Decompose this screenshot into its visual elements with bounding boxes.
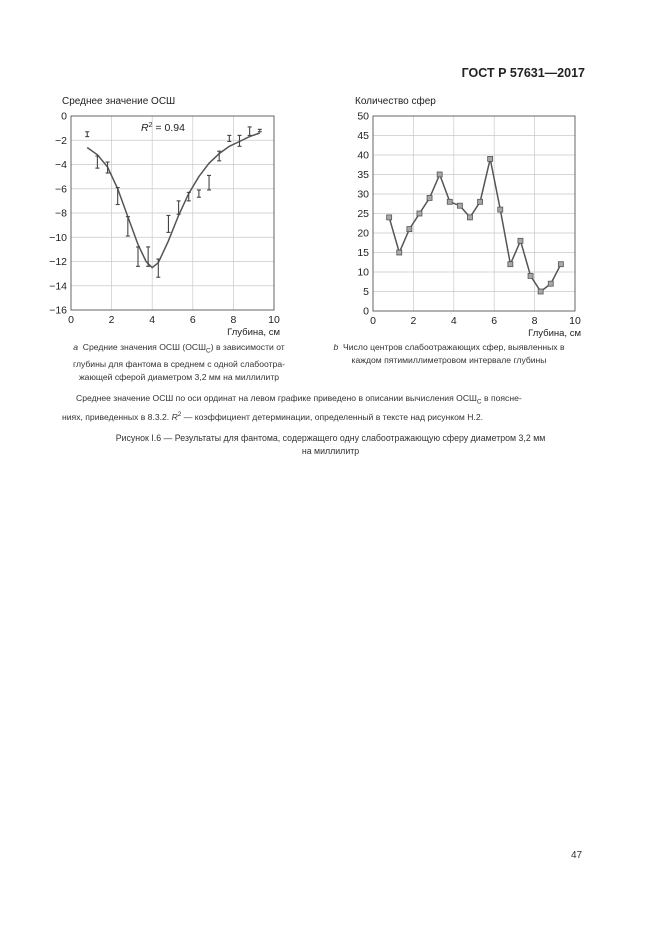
data-point (548, 281, 553, 286)
left-chart-caption (52, 341, 306, 383)
y-tick-label: −8 (55, 207, 67, 220)
data-point (518, 238, 523, 243)
document-id: ГОСТ Р 57631—2017 (461, 66, 585, 80)
left-chart (0, 0, 330, 345)
y-tick-label: 0 (363, 305, 369, 318)
r-symbol: R (141, 122, 149, 134)
right-chart-ylabel: Количество сфер (355, 96, 436, 107)
note-line2-start: ниях, приведенных в 8.3.2. (62, 412, 172, 423)
y-tick-label: −4 (55, 159, 67, 171)
data-point (498, 207, 503, 212)
data-point (488, 156, 493, 161)
y-tick-label: 5 (363, 286, 369, 298)
y-tick-label: −16 (49, 304, 67, 317)
y-tick-label: 40 (357, 149, 369, 162)
y-tick-label: 45 (357, 130, 369, 142)
data-point (417, 211, 422, 216)
caption-b-line1: Число центров слабоотражающих сфер, выявленных в (343, 342, 565, 352)
y-tick-label: 10 (357, 266, 369, 279)
figure-caption-line2: на миллилитр (301, 445, 360, 456)
x-tick-label: 0 (68, 314, 74, 326)
y-tick-label: 25 (357, 208, 369, 220)
x-tick-label: 8 (531, 315, 538, 327)
y-tick-label: −12 (49, 256, 67, 268)
y-tick-label: −2 (55, 134, 67, 147)
right-chart-caption (308, 341, 590, 366)
data-point (467, 215, 472, 220)
caption-b-prefix: b (333, 342, 339, 352)
y-tick-label: 30 (357, 188, 369, 201)
x-tick-label: 4 (450, 315, 457, 327)
x-tick-label: 6 (189, 314, 196, 326)
caption-a-line2: глубины для фантома в среднем с одной слабоотра- (73, 359, 285, 370)
x-tick-label: 6 (491, 315, 498, 327)
x-axis-label: Глубина, см (227, 327, 280, 338)
data-point (508, 262, 513, 267)
caption-b-line2: каждом пятимиллиметровом интервале глубины (351, 354, 547, 365)
data-point (437, 172, 442, 177)
note-line2-end: — коэффициент детерминации, определенный в тексте над рисунком Н.2. (181, 412, 483, 423)
left-chart-ylabel: Среднее значение ОСШ (62, 96, 176, 107)
note-superscript: 2 (177, 411, 182, 419)
data-point (387, 215, 392, 220)
data-point (478, 199, 483, 204)
r-value: = 0.94 (152, 122, 185, 134)
y-tick-label: 35 (357, 169, 369, 181)
data-point (447, 199, 452, 204)
y-tick-label: −10 (49, 231, 67, 244)
data-point (457, 203, 462, 208)
r-superscript: 2 (148, 122, 153, 129)
data-point (528, 273, 533, 278)
x-tick-label: 2 (108, 314, 115, 326)
x-tick-label: 4 (149, 314, 156, 326)
y-tick-label: 50 (357, 110, 369, 123)
x-axis-label: Глубина, см (528, 328, 581, 339)
note-r-symbol: R (171, 412, 178, 423)
note-line1-start: Среднее значение ОСШ по оси ординат на левом графике приведено в описании вычисления ОСШ (76, 393, 477, 403)
caption-a-line3: жающей сферой диаметром 3,2 мм на миллилитр (78, 371, 280, 382)
x-tick-label: 8 (230, 314, 237, 326)
caption-a-prefix: а (73, 342, 79, 352)
caption-a-subscript: С (206, 347, 211, 355)
x-tick-label: 2 (410, 315, 417, 327)
figure-caption-line1: Рисунок I.6 — Результаты для фантома, содержащего одну слабоотражающую сферу диаметром 3,2 мм (115, 433, 546, 443)
note (62, 392, 586, 424)
note-subscript: С (476, 398, 482, 406)
caption-a-line1-end: ) в зависимости от (210, 342, 285, 352)
data-point (427, 195, 432, 200)
page-number: 47 (571, 850, 583, 861)
figure-caption (40, 432, 621, 457)
data-point (397, 250, 402, 255)
y-tick-label: −14 (49, 280, 67, 293)
x-tick-label: 10 (268, 314, 280, 326)
y-tick-label: 0 (61, 110, 67, 123)
data-point (558, 262, 563, 267)
right-chart (330, 0, 661, 345)
note-line1-end: в поясне- (481, 393, 522, 403)
r-squared-annotation (141, 122, 185, 134)
data-point (538, 289, 543, 294)
x-tick-label: 0 (370, 315, 376, 327)
caption-a-line1: Средние значения ОСШ (ОСШ (82, 342, 207, 352)
x-tick-label: 10 (569, 315, 581, 327)
data-point (407, 227, 412, 232)
y-tick-label: −6 (55, 183, 67, 196)
y-tick-label: 20 (357, 227, 369, 240)
y-tick-label: 15 (357, 247, 369, 259)
